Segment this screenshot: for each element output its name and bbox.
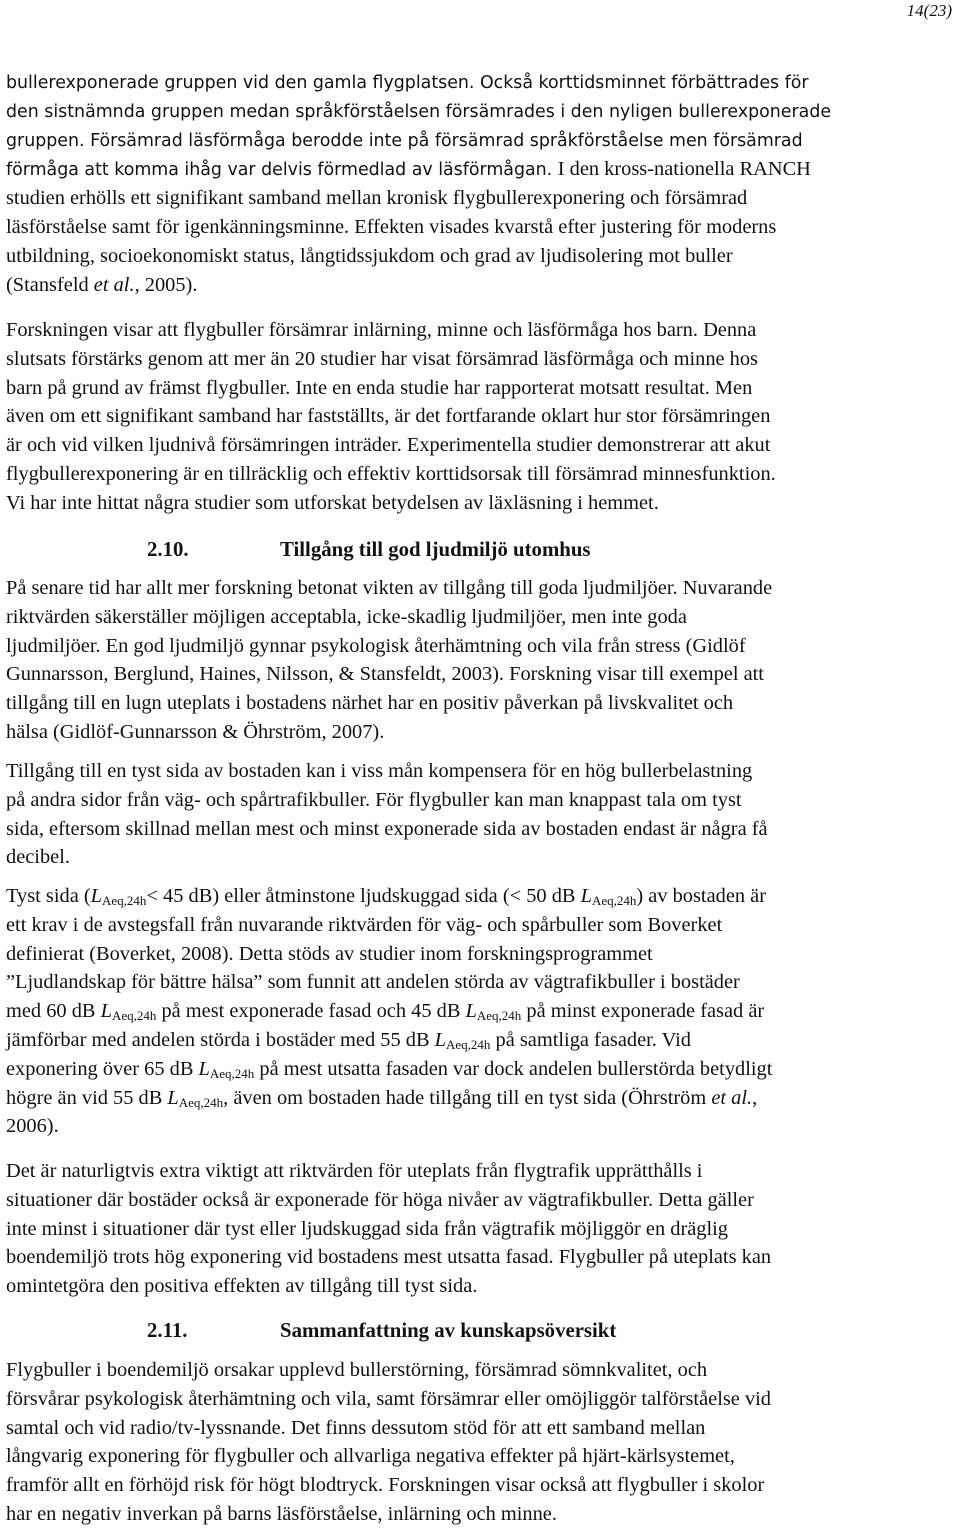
- text-line: På senare tid har allt mer forskning betonat vikten av tillgång till goda ljudmiljöer. Nuvarande: [6, 577, 773, 599]
- text-line: 2006).: [6, 1115, 59, 1138]
- paragraph-1: [6, 69, 956, 299]
- citation-etal: et al.: [711, 1086, 753, 1109]
- text-line: [6, 1084, 956, 1113]
- text-line: studien erhölls ett signifikant samband mellan kronisk flygbullerexponering och försämrad: [6, 187, 748, 210]
- text-line: försvårar psykologisk återhämtning och vila, samt försämrar eller omöjliggör talförståelse vid: [6, 1387, 771, 1410]
- citation-etal: et al.: [93, 273, 135, 296]
- text-line: decibel.: [6, 846, 70, 869]
- text-segment: exponering över 65 dB: [6, 1057, 199, 1080]
- text-line: [6, 155, 956, 184]
- text-line: har en negativ inverkan på barns läsförståelse, inlärning och minne.: [6, 1502, 557, 1525]
- text-segment: , även om bostaden hade tillgång till en tyst sida (Öhrström: [223, 1086, 712, 1109]
- symbol-L: L: [198, 1057, 210, 1080]
- section-heading-2-11: [147, 1319, 616, 1343]
- subscript-aeq: Aeq,24h: [209, 1065, 255, 1081]
- symbol-L: L: [434, 1028, 446, 1051]
- text-segment: (Stansfeld: [6, 273, 94, 296]
- text-segment: på samtliga fasader. Vid: [490, 1028, 691, 1051]
- symbol-L: L: [100, 1000, 112, 1023]
- text-line: [6, 1055, 956, 1084]
- text-line: inte minst i situationer där tyst eller ljudskuggad sida från vägtrafik möjliggör en dräglig: [6, 1217, 729, 1240]
- text-line: Tillgång till en tyst sida av bostaden kan i viss mån kompensera för en hög bullerbelastning: [6, 760, 753, 782]
- text-segment: Effekten visades kvarstå efter justering för moderns: [354, 215, 777, 238]
- text-segment: på mest utsatta fasaden var dock andelen bullerstörda betydligt: [254, 1057, 773, 1080]
- text-line: samtal och vid radio/tv-lyssnande. Det finns dessutom stöd för att ett samband mellan: [6, 1416, 706, 1439]
- section-title: Sammanfattning av kunskapsöversikt: [280, 1319, 617, 1342]
- text-line: bullerexponerade gruppen vid den gamla flygplatsen. Också korttidsminnet förbättrades för: [6, 73, 809, 93]
- section-number: 2.10.: [147, 538, 189, 561]
- text-segment: högre än vid 55 dB: [6, 1086, 168, 1109]
- text-segment: läsförståelse samt för igenkänningsminne.: [6, 215, 350, 238]
- text-segment: I den kross-nationella RANCH: [557, 158, 811, 181]
- section-number: 2.11.: [147, 1319, 188, 1342]
- text-segment: på minst exponerade fasad är: [521, 1000, 765, 1023]
- text-line: är och vid vilken ljudnivå försämringen inträder. Experimentella studier demonstrerar att akut: [6, 434, 771, 457]
- text-segment: ) av bostaden är: [636, 885, 767, 907]
- symbol-L: L: [465, 1000, 477, 1023]
- subscript-aeq: Aeq,24h: [476, 1008, 522, 1024]
- text-segment: förmåga att komma ihåg var delvis förmedlad av läsförmågan.: [6, 160, 553, 181]
- text-line: ett krav i de avstegsfall från nuvarande riktvärden för väg- och spårbuller som Boverket: [6, 913, 723, 936]
- text-line: Vi har inte hittat några studier som utforskat betydelsen av läxläsning i hemmet.: [6, 491, 659, 514]
- text-line: sida, eftersom skillnad mellan mest och minst exponerade sida av bostaden endast är några få: [6, 817, 768, 840]
- text-segment: på mest exponerade fasad och 45 dB: [156, 1000, 466, 1023]
- text-segment: jämförbar med andelen störda i bostäder med 55 dB: [6, 1028, 435, 1051]
- symbol-L: L: [580, 885, 592, 907]
- page-number: 14(23): [906, 1, 952, 20]
- text-line: utbildning, socioekonomiskt status, långtidssjukdom och grad av ljudisolering mot buller: [6, 244, 733, 267]
- text-line: Flygbuller i boendemiljö orsakar upplevd bullerstörning, försämrad sömnkvalitet, och: [6, 1359, 708, 1381]
- text-line: slutsats förstärks genom att mer än 20 studier har visat försämrad läsförmåga och minne hos: [6, 347, 758, 370]
- text-line: även om ett signifikant samband har fastställts, är det fortfarande oklart hur stor försämringen: [6, 405, 771, 428]
- text-line: gruppen. Försämrad läsförmåga berodde inte på försämrad språkförståelse men försämrad: [6, 130, 803, 151]
- text-line: långvarig exponering för flygbuller och allvarliga negativa effekter på hjärt-kärlsystemet,: [6, 1445, 735, 1468]
- text-segment: < 45 dB) eller åtminstone ljudskuggad sida (< 50 dB: [146, 885, 581, 907]
- text-line: barn på grund av främst flygbuller. Inte en enda studie har rapporterat motsatt resultat. Men: [6, 376, 753, 399]
- symbol-L: L: [167, 1086, 179, 1109]
- text-line: omintetgöra den positiva effekten av tillgång till tyst sida.: [6, 1275, 478, 1298]
- text-line: situationer där bostäder också är exponerade för höga nivåer av vägtrafikbuller. Detta gäller: [6, 1188, 754, 1211]
- text-segment: Tyst sida (: [6, 885, 91, 907]
- text-line: Gunnarsson, Berglund, Haines, Nilsson, & Stansfeldt, 2003). Forskning visar till exempel att: [6, 663, 764, 686]
- text-line: [6, 1026, 956, 1055]
- text-segment: med 60 dB: [6, 1000, 101, 1023]
- text-line: på andra sidor från väg- och spårtrafikbuller. För flygbuller kan man knappast tala om tyst: [6, 788, 742, 811]
- paragraph-3: [6, 574, 956, 747]
- text-line: den sistnämnda gruppen medan språkförståelsen försämrades i den nyligen bullerexponerade: [6, 101, 832, 122]
- section-heading-2-10: [147, 538, 591, 562]
- paragraph-5: [6, 882, 956, 1141]
- text-line: tillgång till en lugn uteplats i bostadens närhet har en positiv påverkan på livskvalitet och: [6, 692, 734, 715]
- text-segment: , 2005).: [134, 273, 198, 296]
- paragraph-4: [6, 757, 956, 872]
- paragraph-6: [6, 1157, 956, 1301]
- text-line: flygbullerexponering är en tillräcklig och effektiv korttidsorsak till försämrad minnesfunktion.: [6, 462, 776, 485]
- symbol-L: L: [90, 885, 103, 907]
- text-line: Det är naturligtvis extra viktigt att riktvärden för uteplats från flygtrafik upprätthålls i: [6, 1160, 703, 1182]
- text-segment: ,: [752, 1086, 758, 1109]
- subscript-aeq: Aeq,24h: [102, 893, 147, 908]
- text-line: hälsa (Gidlöf-Gunnarsson & Öhrström, 2007).: [6, 720, 385, 743]
- text-line: boendemiljö trots hög exponering vid bostadens mest utsatta fasad. Flygbuller på uteplats kan: [6, 1246, 772, 1269]
- subscript-aeq: Aeq,24h: [591, 893, 637, 908]
- paragraph-7: [6, 1356, 956, 1529]
- section-title: Tillgång till god ljudmiljö utomhus: [280, 538, 591, 561]
- subscript-aeq: Aeq,24h: [178, 1094, 224, 1110]
- text-line: Forskningen visar att flygbuller försämrar inlärning, minne och läsförmåga hos barn. Denna: [6, 319, 757, 341]
- text-line: [6, 882, 956, 911]
- text-line: [6, 271, 956, 300]
- text-line: [6, 997, 956, 1026]
- text-line: [6, 213, 956, 242]
- text-line: framför allt en förhöjd risk för högt blodtryck. Forskningen visar också att flygbuller i skolor: [6, 1474, 765, 1497]
- text-line: riktvärden säkerställer möjligen acceptabla, icke-skadlig ljudmiljöer, men inte goda: [6, 605, 687, 628]
- text-line: definierat (Boverket, 2008). Detta stöds av studier inom forskningsprogrammet: [6, 942, 653, 965]
- subscript-aeq: Aeq,24h: [111, 1008, 157, 1024]
- paragraph-2: [6, 316, 956, 518]
- subscript-aeq: Aeq,24h: [446, 1036, 491, 1052]
- text-line: ”Ljudlandskap för bättre hälsa” som funnit att andelen störda av vägtrafikbuller i bostäder: [6, 971, 740, 994]
- text-line: ljudmiljöer. En god ljudmiljö gynnar psykologisk återhämtning och vila från stress (Gidlöf: [6, 634, 746, 657]
